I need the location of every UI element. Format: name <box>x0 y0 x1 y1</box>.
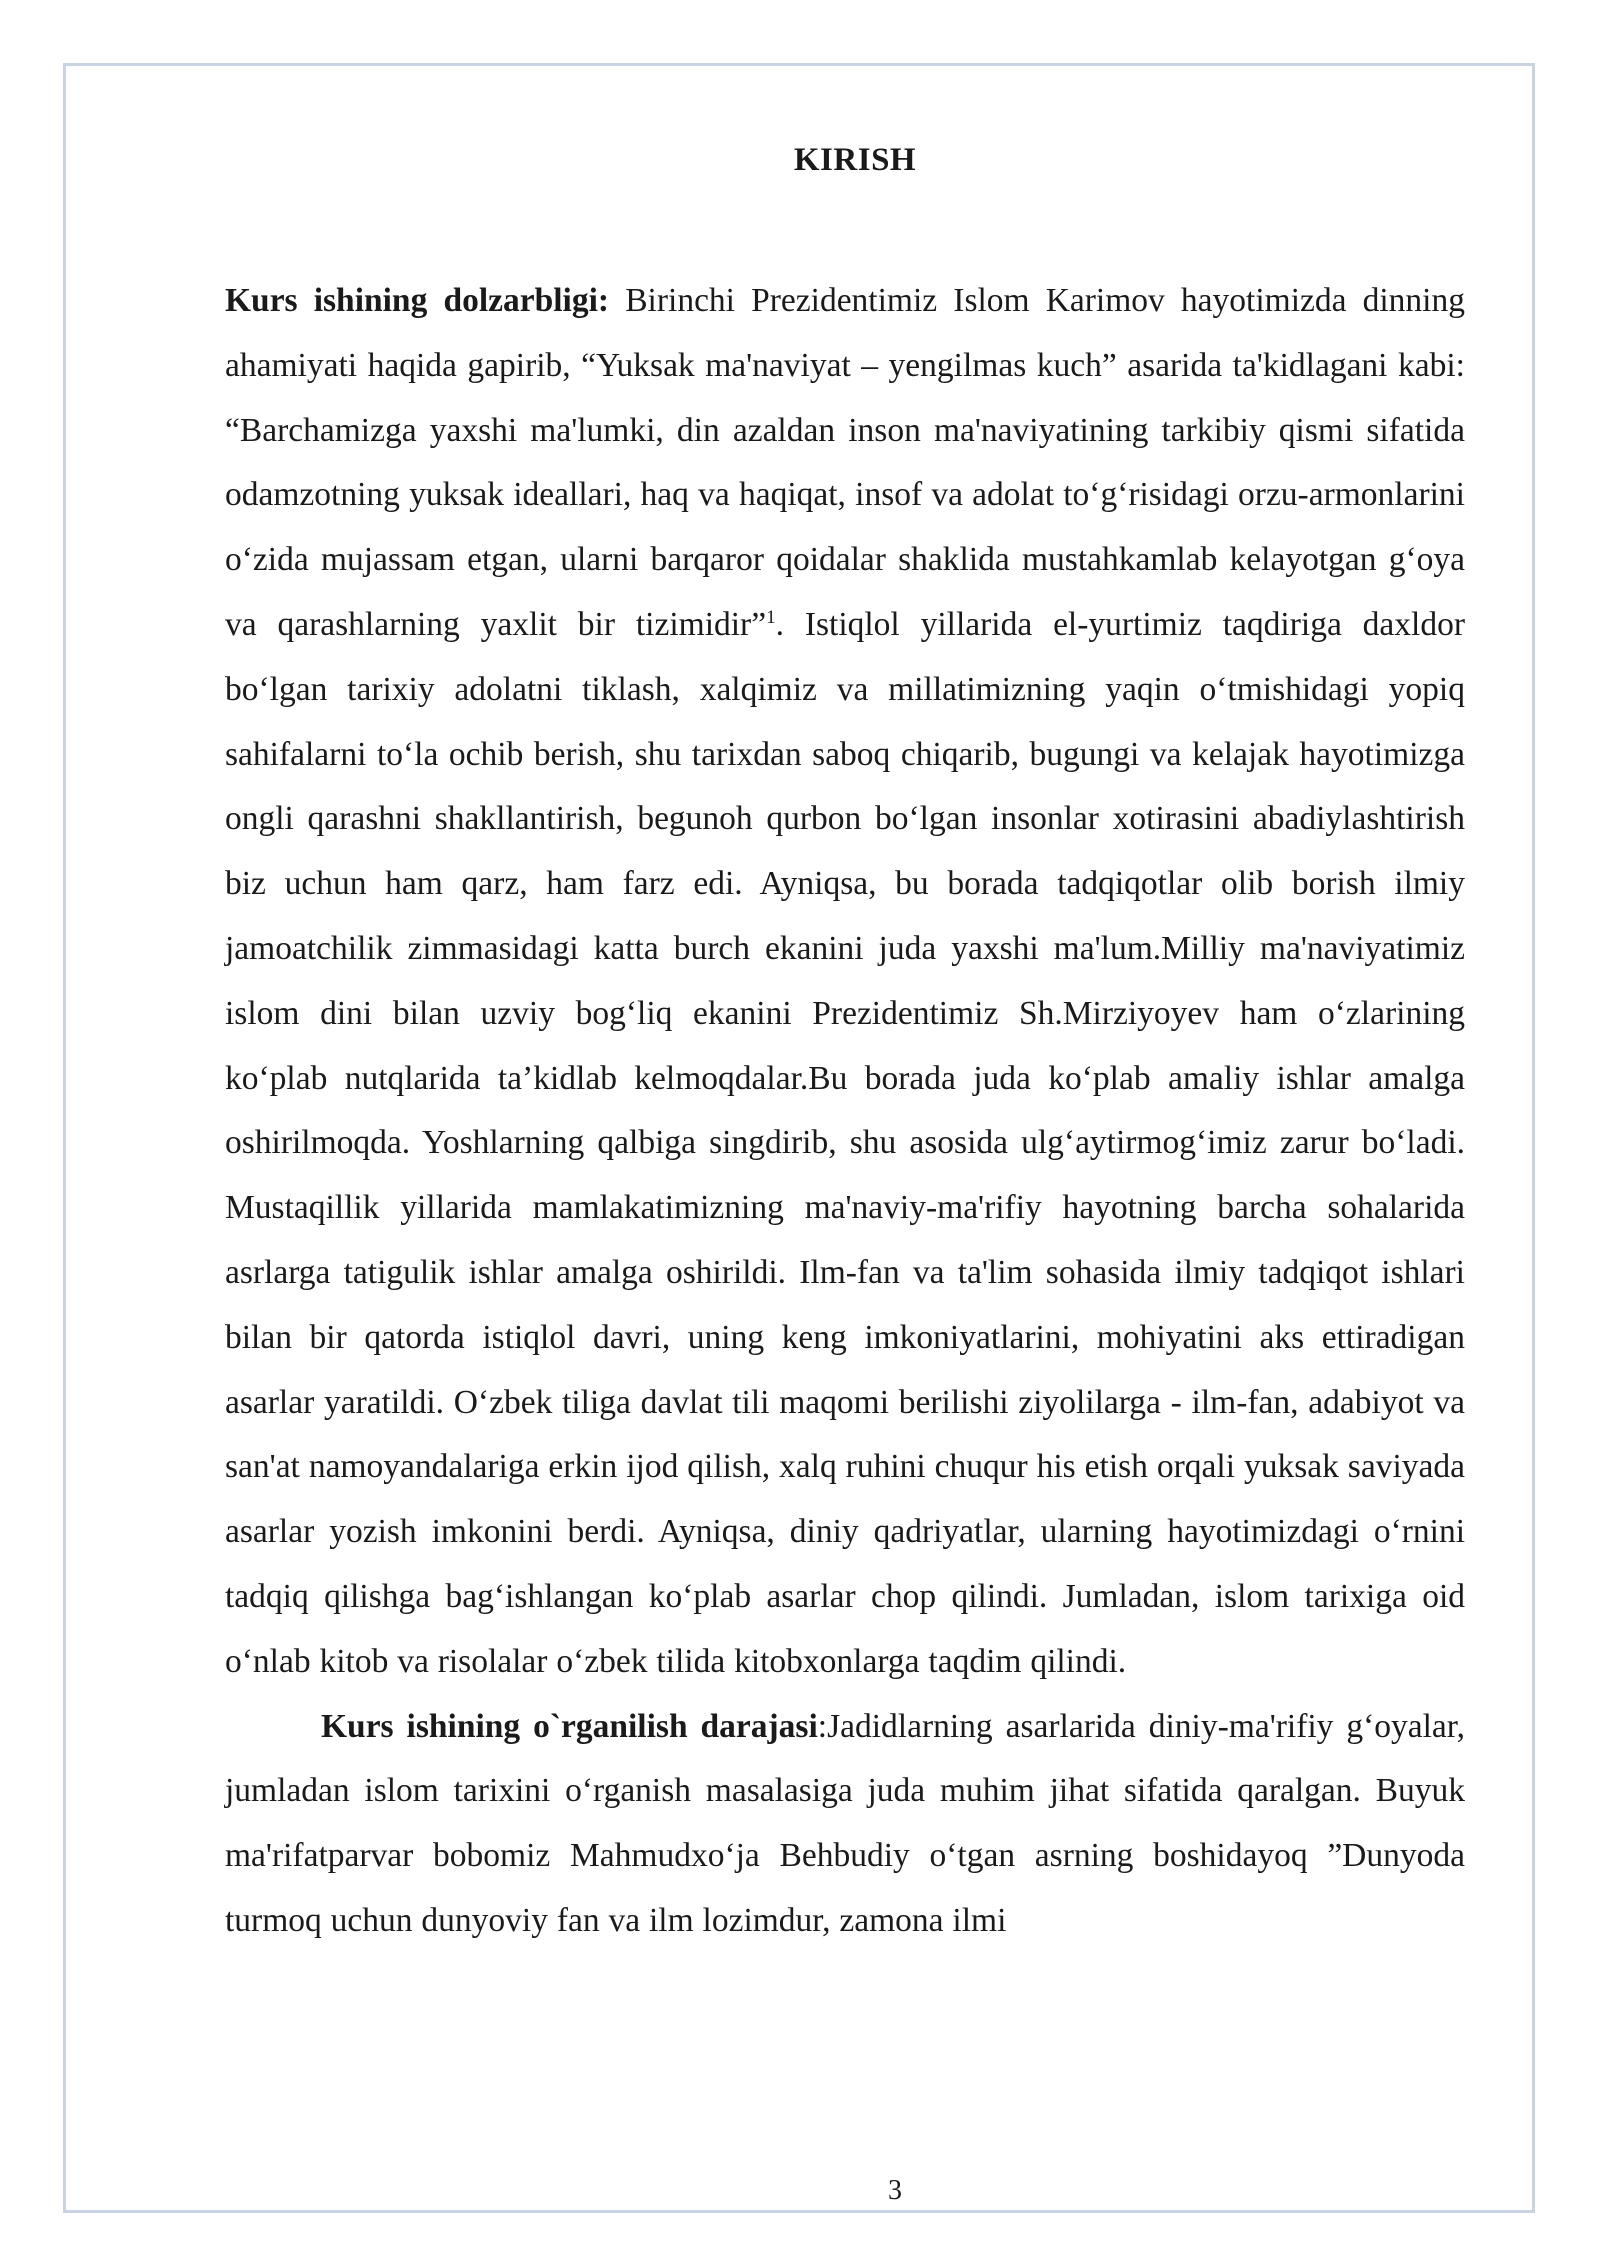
paragraph-heading: Kurs ishining dolzarbligi: <box>225 282 610 319</box>
paragraph-text: Birinchi Prezidentimiz Islom Karimov hayotimizda dinning ahamiyati haqida gapirib, “Yuksak ma'naviyat – yengilmas kuch” asarida ta'kidlagani kabi: “Barchamizga yaxshi ma'lumki, din azaldan inson ma'naviyatining tarkibiy qismi sifatida odamzotning yuksak ideallari, haq va haqiqat, insof va adolat to‘g‘risidagi orzu-armonlarini o‘zida mujassam etgan, ularni barqaror qoidalar shaklida mustahkamlab kelayotgan g‘oya va qarashlarning yaxlit bir tizimidir” <box>225 282 1465 643</box>
paragraph-text-continued: . Istiqlol yillarida el-yurtimiz taqdiriga daxldor bo‘lgan tarixiy adolatni tiklash, xalqimiz va millatimizning yaqin o‘tmishidagi yopiq sahifalarni to‘la ochib berish, shu tarixdan saboq chiqarib, bugungi va kelajak hayotimizga ongli qarashni shakllantirish, begunoh qurbon bo‘lgan insonlar xotirasini abadiylashtirish biz uchun ham qarz, ham farz edi. Ayniqsa, bu borada tadqiqotlar olib borish ilmiy jamoatchilik zimmasidagi katta burch ekanini juda yaxshi ma'lum.Milliy ma'naviyatimiz islom dini bilan uzviy bog‘liq ekanini Prezidentimiz Sh.Mirziyoyev ham o‘zlarining ko‘plab nutqlarida ta’kidlab kelmoqdalar.Bu borada juda ko‘plab amaliy ishlar amalga oshirilmoqda. Yoshlarning qalbiga singdirib, shu asosida ulg‘aytirmog‘imiz zarur bo‘ladi. Mustaqillik yillarida mamlakatimizning ma'naviy-ma'rifiy hayotning barcha sohalarida asrlarga tatigulik ishlar amalga oshirildi. Ilm-fan va ta'lim sohasida ilmiy tadqiqot ishlari bilan bir qatorda istiqlol davri, uning keng imkoniyatlarini, mohiyatini aks ettiradigan asarlar yaratildi. O‘zbek tiliga davlat tili maqomi berilishi ziyolilarga - ilm-fan, adabiyot va san'at namoyandalariga erkin ijod qilish, xalq ruhini chuqur his etish orqali yuksak saviyada asarlar yozish imkonini berdi. Ayniqsa, diniy qadriyatlar, ularning hayotimizdagi o‘rnini tadqiq qilishga bag‘ishlangan ko‘plab asarlar chop qilindi. Jumladan, islom tarixiga oid o‘nlab kitob va risolalar o‘zbek tilida kitobxonlarga taqdim qilindi. <box>225 605 1466 1680</box>
page-number: 3 <box>888 2175 902 2206</box>
footnote-marker[interactable]: 1 <box>766 606 776 628</box>
paragraph-relevance <box>225 269 1465 1695</box>
paragraph-text: :Jadidlarning asarlarida diniy-ma'rifiy g‘oyalar, jumladan islom tarixini o‘rganish masalasiga juda muhim jihat sifatida qaralgan. Buyuk ma'rifatparvar bobomiz Mahmudxo‘ja Behbudiy o‘tgan asrning boshidayoq ”Dunyoda turmoq uchun dunyoviy fan va ilm lozimdur, zamona ilmi <box>225 1707 1465 1939</box>
page-title: KIRISH <box>793 142 917 178</box>
paragraph-study-level <box>225 1695 1465 1954</box>
document-body <box>225 269 1465 1954</box>
paragraph-heading: Kurs ishining o`rganilish darajasi <box>321 1707 818 1745</box>
